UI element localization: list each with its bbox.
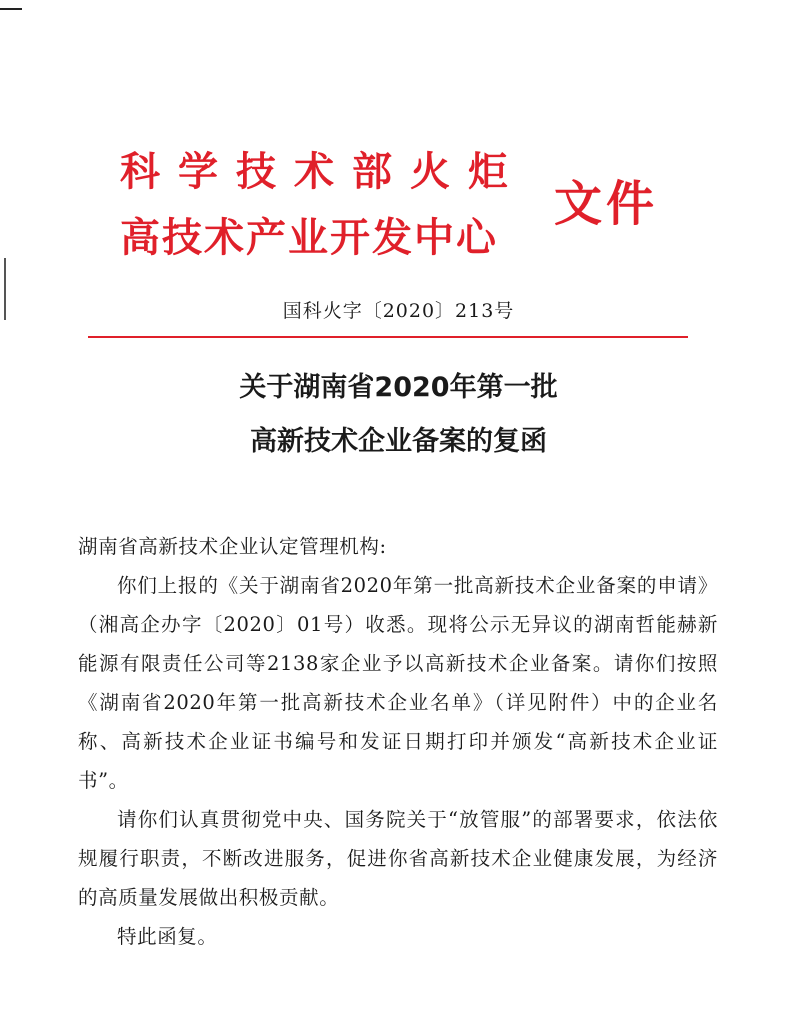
header-divider bbox=[88, 336, 688, 338]
document-body bbox=[78, 527, 718, 956]
document-type-label: 文件 bbox=[554, 176, 659, 232]
document-number: 国科火字〔2020〕213号 bbox=[282, 300, 515, 322]
issuing-org-line-2: 高技术产业开发中心 bbox=[120, 215, 498, 261]
body-paragraph-2: 请你们认真贯彻党中央、国务院关于“放管服”的部署要求，依法依规履行职责，不断改进服务，促进你省高新技术企业健康发展，为经济的高质量发展做出积极贡献。 bbox=[78, 808, 718, 909]
document-title-line-1: 关于湖南省2020年第一批 bbox=[239, 372, 558, 403]
document-title-line-2: 高新技术企业备案的复函 bbox=[250, 426, 547, 457]
closing-line: 特此函复。 bbox=[117, 925, 218, 948]
scan-edge-mark bbox=[0, 8, 22, 10]
body-paragraph-1: 你们上报的《关于湖南省2020年第一批高新技术企业备案的申请》（湘高企办字〔2020〕01号）收悉。现将公示无异议的湖南哲能赫新能源有限责任公司等2138家企业予以高新技术企业备案。请你们按照《湖南省2020年第一批高新技术企业名单》（详见附件）中的企业名称、高新技术企业证书编号和发证日期打印并颁发“高新技术企业证书”。 bbox=[78, 574, 718, 792]
issuing-org-line-1: 科学技术部火炬 bbox=[120, 149, 526, 195]
salutation: 湖南省高新技术企业认定管理机构: bbox=[78, 535, 387, 558]
